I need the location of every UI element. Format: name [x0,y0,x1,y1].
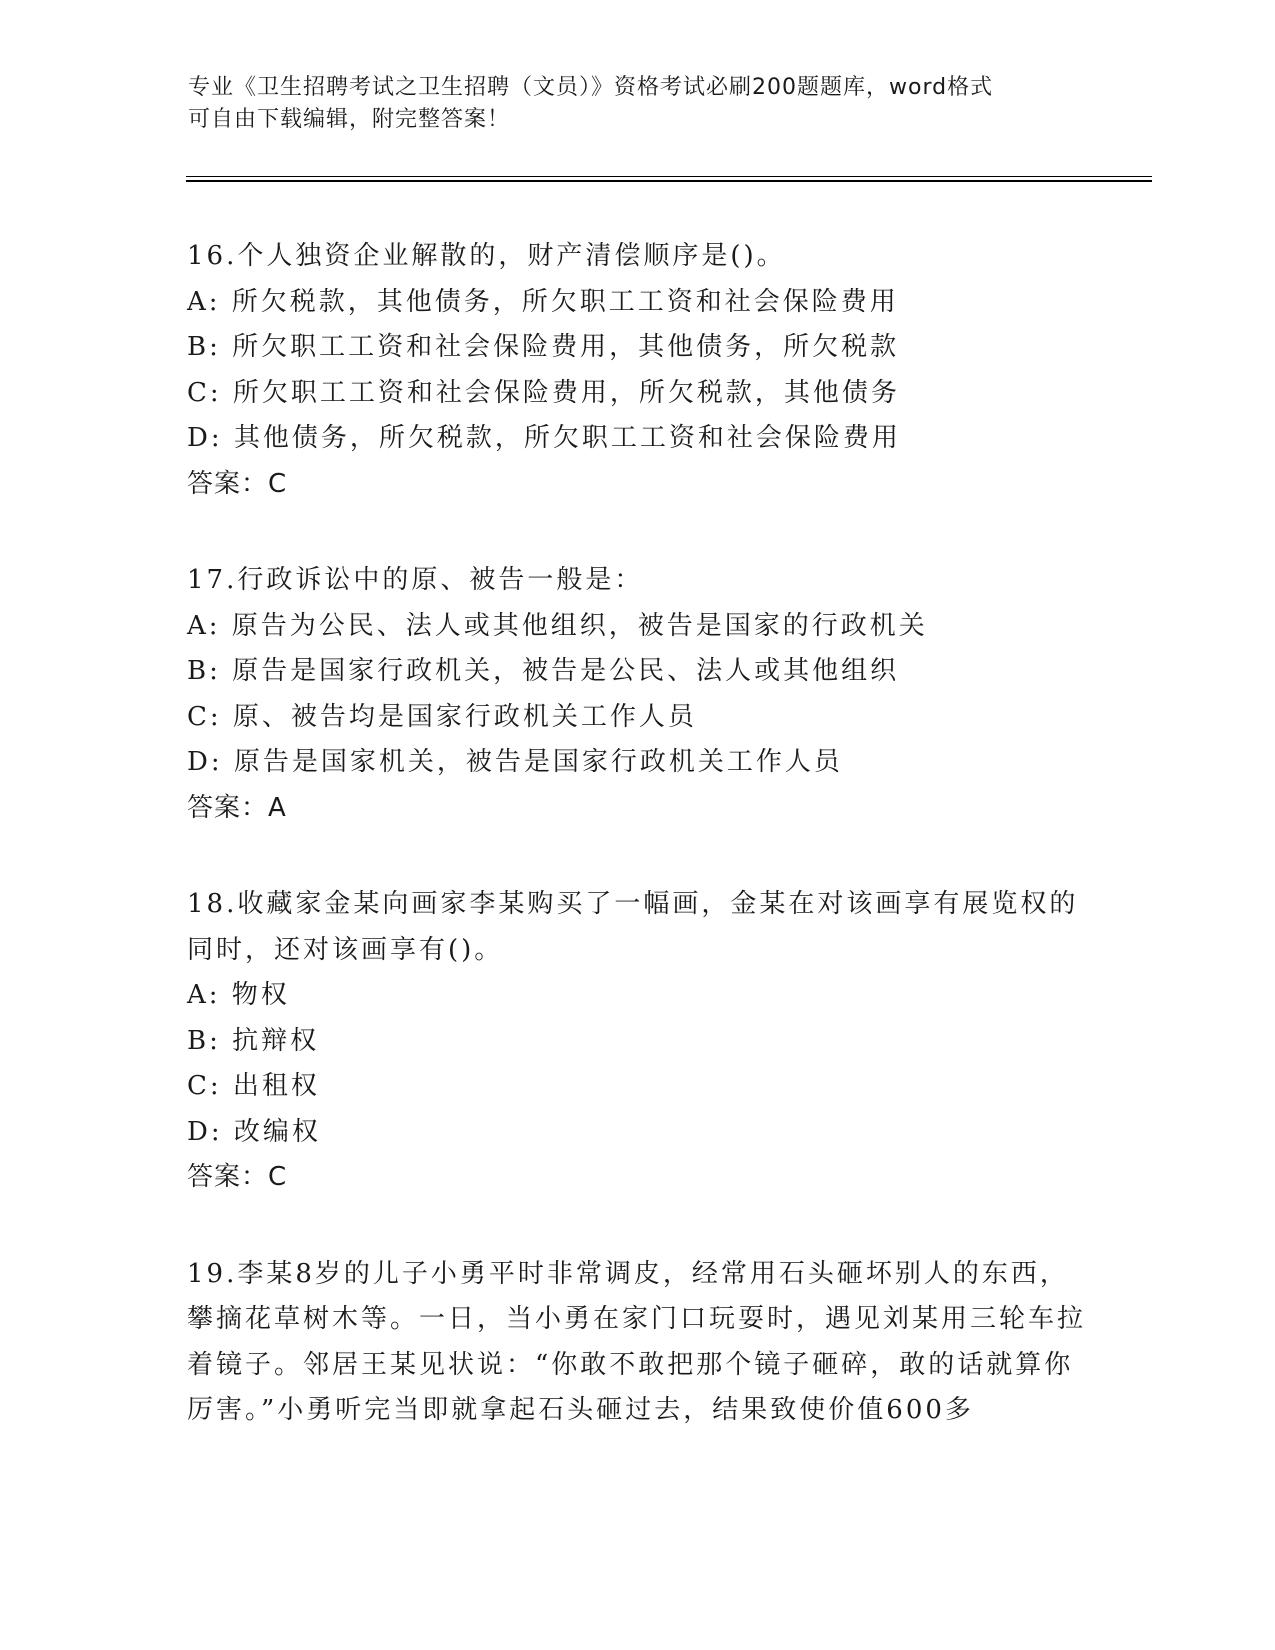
header-title-line-1: 专业《卫生招聘考试之卫生招聘（文员）》资格考试必刷200题题库，word格式 [188,75,994,100]
question-19 [187,1252,1087,1434]
option-c: C: 原、被告均是国家行政机关工作人员 [187,701,697,732]
option-c: C: 所欠职工工资和社会保险费用，所欠税款，其他债务 [187,377,900,408]
option-b: B: 所欠职工工资和社会保险费用，其他债务，所欠税款 [187,332,900,362]
answer-text: 答案：C [187,468,288,499]
question-18 [187,882,1087,1201]
question-stem: 18.收藏家金某向画家李某购买了一幅画，金某在对该画享有展览权的同时，还对该画享有()。 [187,889,1079,965]
option-d: D: 改编权 [187,1116,321,1147]
option-a: A: 物权 [187,980,290,1010]
option-a: A: 所欠税款，其他债务，所欠职工工资和社会保险费用 [187,286,899,317]
header-divider-thick [186,180,1152,182]
option-b: B: 抗辩权 [187,1025,320,1056]
option-a: A: 原告为公民、法人或其他组织，被告是国家的行政机关 [187,610,928,641]
question-16 [187,234,1087,507]
option-d: D: 原告是国家机关，被告是国家行政机关工作人员 [187,747,843,777]
document-header [188,72,1088,136]
option-c: C: 出租权 [187,1071,320,1101]
question-list [187,234,1087,1485]
question-stem: 19.李某8岁的儿子小勇平时非常调皮，经常用石头砸坏别人的东西，攀摘花草树木等。一日，当小勇在家门口玩耍时，遇见刘某用三轮车拉着镜子。邻居王某见状说：“你敢不敢把那个镜子砸碎，敢的话就算你厉害。”小勇听完当即就拿起石头砸过去，结果致使价值600多 [187,1258,1087,1425]
option-b: B: 原告是国家行政机关，被告是公民、法人或其他组织 [187,656,900,686]
answer-text: 答案：A [187,792,287,823]
question-stem: 17.行政诉讼中的原、被告一般是： [187,565,644,595]
question-17 [187,558,1087,831]
question-stem: 16.个人独资企业解散的，财产清偿顺序是()。 [187,241,786,271]
answer-text: 答案：C [187,1162,288,1192]
header-divider-thin [186,176,1152,177]
header-title-line-2: 可自由下载编辑，附完整答案！ [188,107,511,132]
option-d: D: 其他债务，所欠税款，所欠职工工资和社会保险费用 [187,423,901,453]
